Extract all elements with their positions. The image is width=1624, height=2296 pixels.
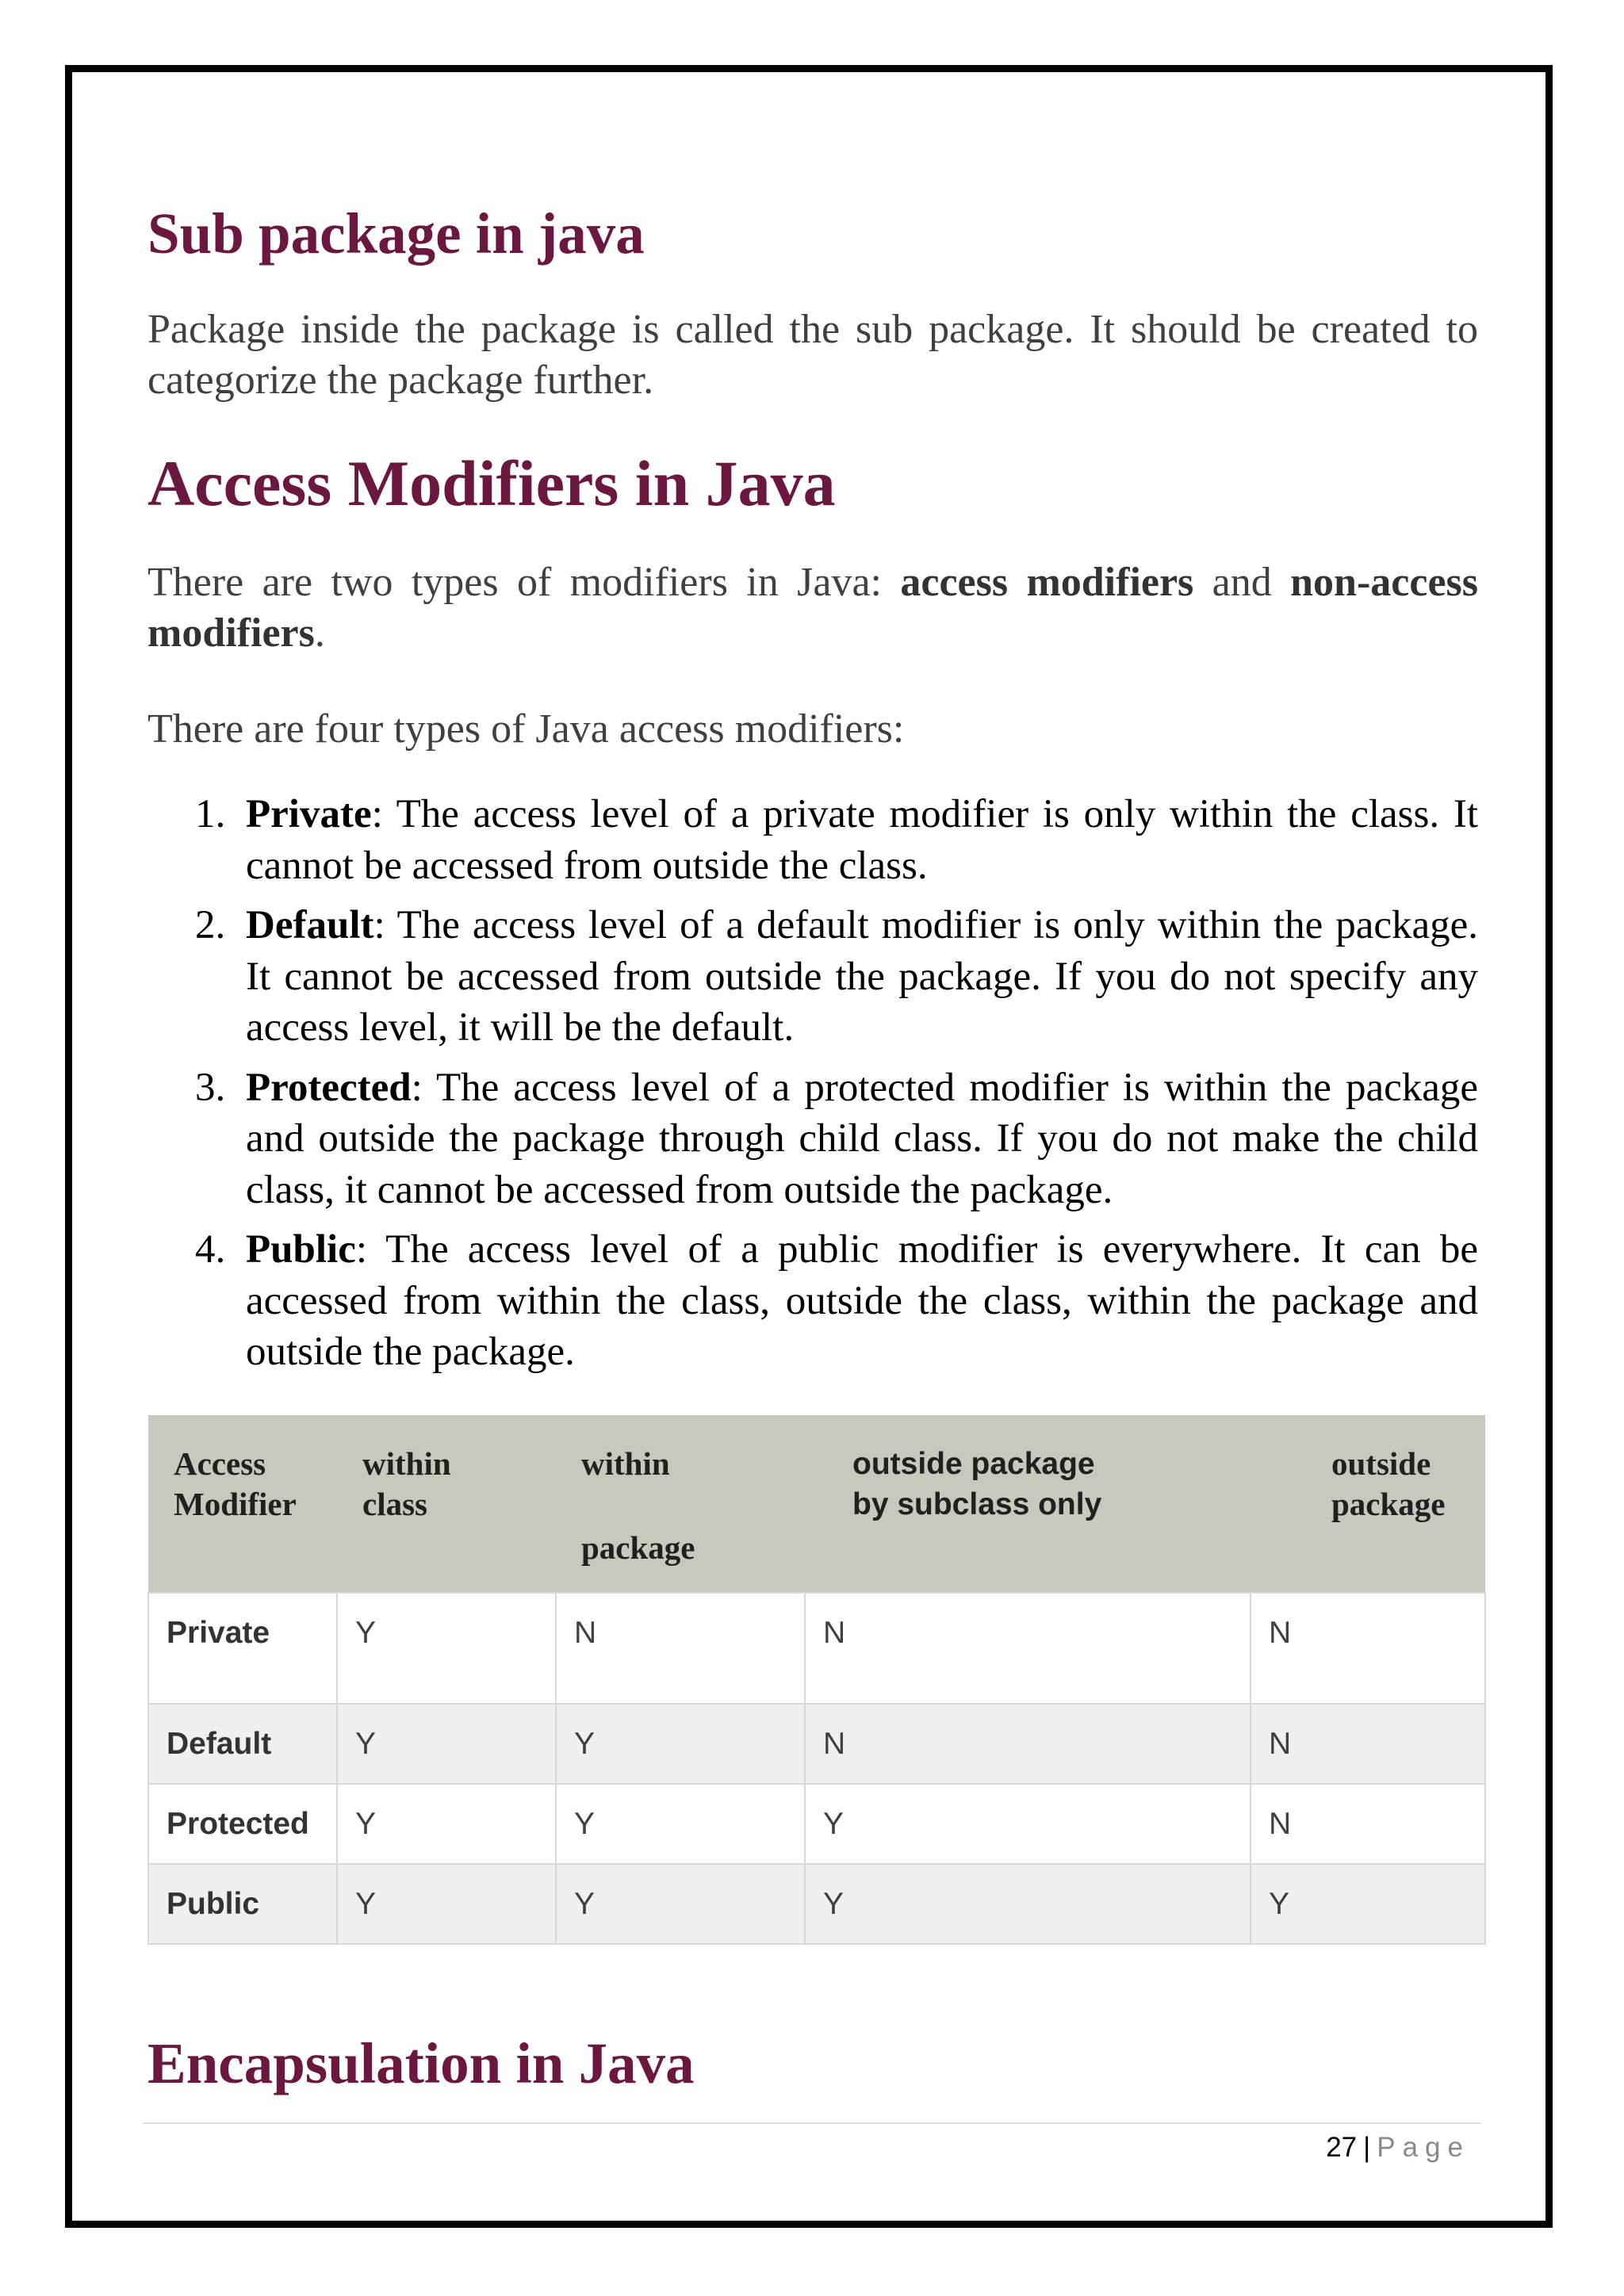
- sub-package-paragraph: Package inside the package is called the sub package. It should be created to categorize the package further.: [147, 307, 1478, 403]
- list-item-protected: 3. Protected: The access level of a protected modifier is within the package and outside the package through child class. If you do not make the child class, it cannot be accessed from outside the package.: [195, 1065, 1478, 1212]
- access-modifiers-list: [147, 789, 1478, 1387]
- page-label: Page: [1377, 2132, 1470, 2163]
- table-row: Default Y Y N N: [148, 1704, 1485, 1784]
- table-header-row: [148, 1415, 1485, 1593]
- footer-divider: [143, 2122, 1481, 2124]
- page-number: 27: [1326, 2132, 1358, 2163]
- modifier-types-paragraph: There are two types of modifiers in Java: access modifiers and non-access modifiers.: [147, 560, 1478, 656]
- header-within-class: within class: [337, 1415, 556, 1593]
- table-row: Public Y Y Y Y: [148, 1864, 1485, 1944]
- non-access-modifiers-term: non-access modifiers: [147, 560, 1478, 656]
- list-item-default: 2. Default: The access level of a default modifier is only within the package. It cannot be accessed from outside the package. If you do not specify any access level, it will be the default.: [195, 903, 1478, 1050]
- encapsulation-heading: Encapsulation in Java: [147, 2031, 695, 2095]
- list-item-private: 1. Private: The access level of a private modifier is only within the class. It cannot be accessed from outside the class.: [195, 792, 1478, 888]
- header-outside-package-subclass: outside package by subclass only: [805, 1415, 1251, 1593]
- table-row: Private Y N N N: [148, 1593, 1485, 1704]
- table-row: Protected Y Y Y N: [148, 1784, 1485, 1864]
- footer-separator: |: [1363, 2132, 1371, 2163]
- four-types-paragraph: There are four types of Java access modifiers:: [147, 706, 905, 752]
- header-outside-package: outside package: [1251, 1415, 1485, 1593]
- header-within-package: within package: [556, 1415, 805, 1593]
- access-modifiers-heading: Access Modifiers in Java: [147, 447, 836, 519]
- sub-package-heading: Sub package in java: [147, 201, 645, 266]
- list-item-public: 4. Public: The access level of a public modifier is everywhere. It can be accessed from within the class, outside the class, within the package and outside the package.: [195, 1227, 1478, 1374]
- page-footer: [1326, 2130, 1470, 2165]
- header-access-modifier: Access Modifier: [148, 1415, 337, 1593]
- access-modifiers-term: access modifiers: [900, 560, 1194, 605]
- access-modifiers-table: [147, 1415, 1486, 1945]
